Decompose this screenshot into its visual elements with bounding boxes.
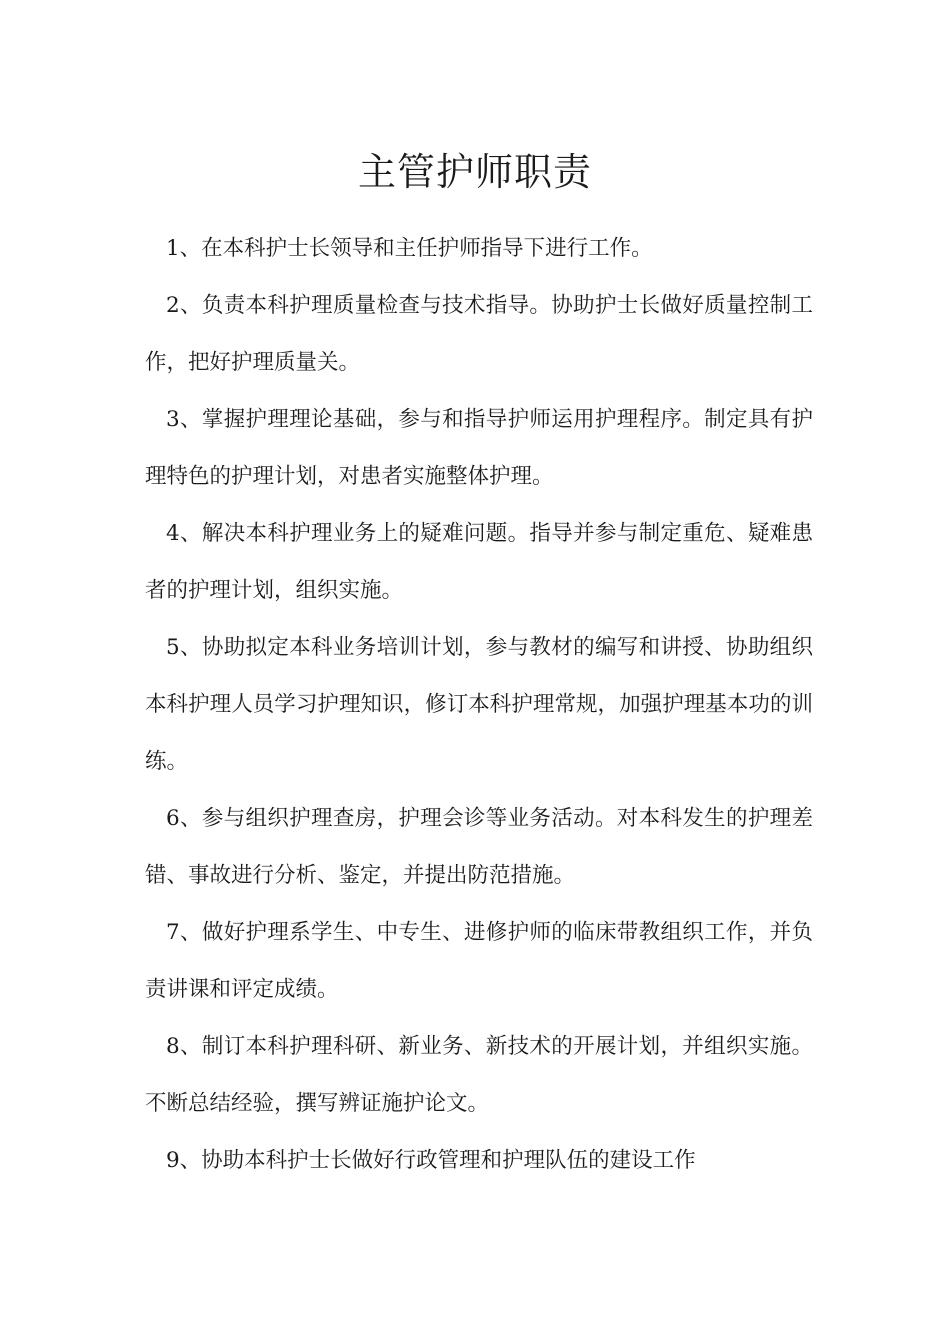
duty-list: [145, 220, 813, 1189]
duty-item-6: 6、参与组织护理查房，护理会诊等业务活动。对本科发生的护理差错、事故进行分析、鉴定，并提出防范措施。: [145, 806, 813, 888]
document-title: 主管护师职责: [357, 150, 592, 194]
duty-item-2: 2、负责本科护理质量检查与技术指导。协助护士长做好质量控制工作，把好护理质量关。: [145, 293, 813, 375]
duty-item-8: 8、制订本科护理科研、新业务、新技术的开展计划，并组织实施。不断总结经验，撰写辨证施护论文。: [145, 1034, 813, 1116]
duty-item-3: 3、掌握护理理论基础，参与和指导护师运用护理程序。制定具有护理特色的护理计划，对患者实施整体护理。: [145, 407, 813, 489]
duty-item-5: 5、协助拟定本科业务培训计划，参与教材的编写和讲授、协助组织本科护理人员学习护理知识，修订本科护理常规，加强护理基本功的训练。: [145, 635, 813, 774]
duty-item-4: 4、解决本科护理业务上的疑难问题。指导并参与制定重危、疑难患者的护理计划，组织实施。: [145, 521, 813, 603]
duty-item-1: 1、在本科护士长领导和主任护师指导下进行工作。: [166, 236, 653, 261]
duty-item-9: 9、协助本科护士长做好行政管理和护理队伍的建设工作: [166, 1148, 696, 1173]
duty-item-7: 7、做好护理系学生、中专生、进修护师的临床带教组织工作，并负责讲课和评定成绩。: [145, 920, 813, 1002]
